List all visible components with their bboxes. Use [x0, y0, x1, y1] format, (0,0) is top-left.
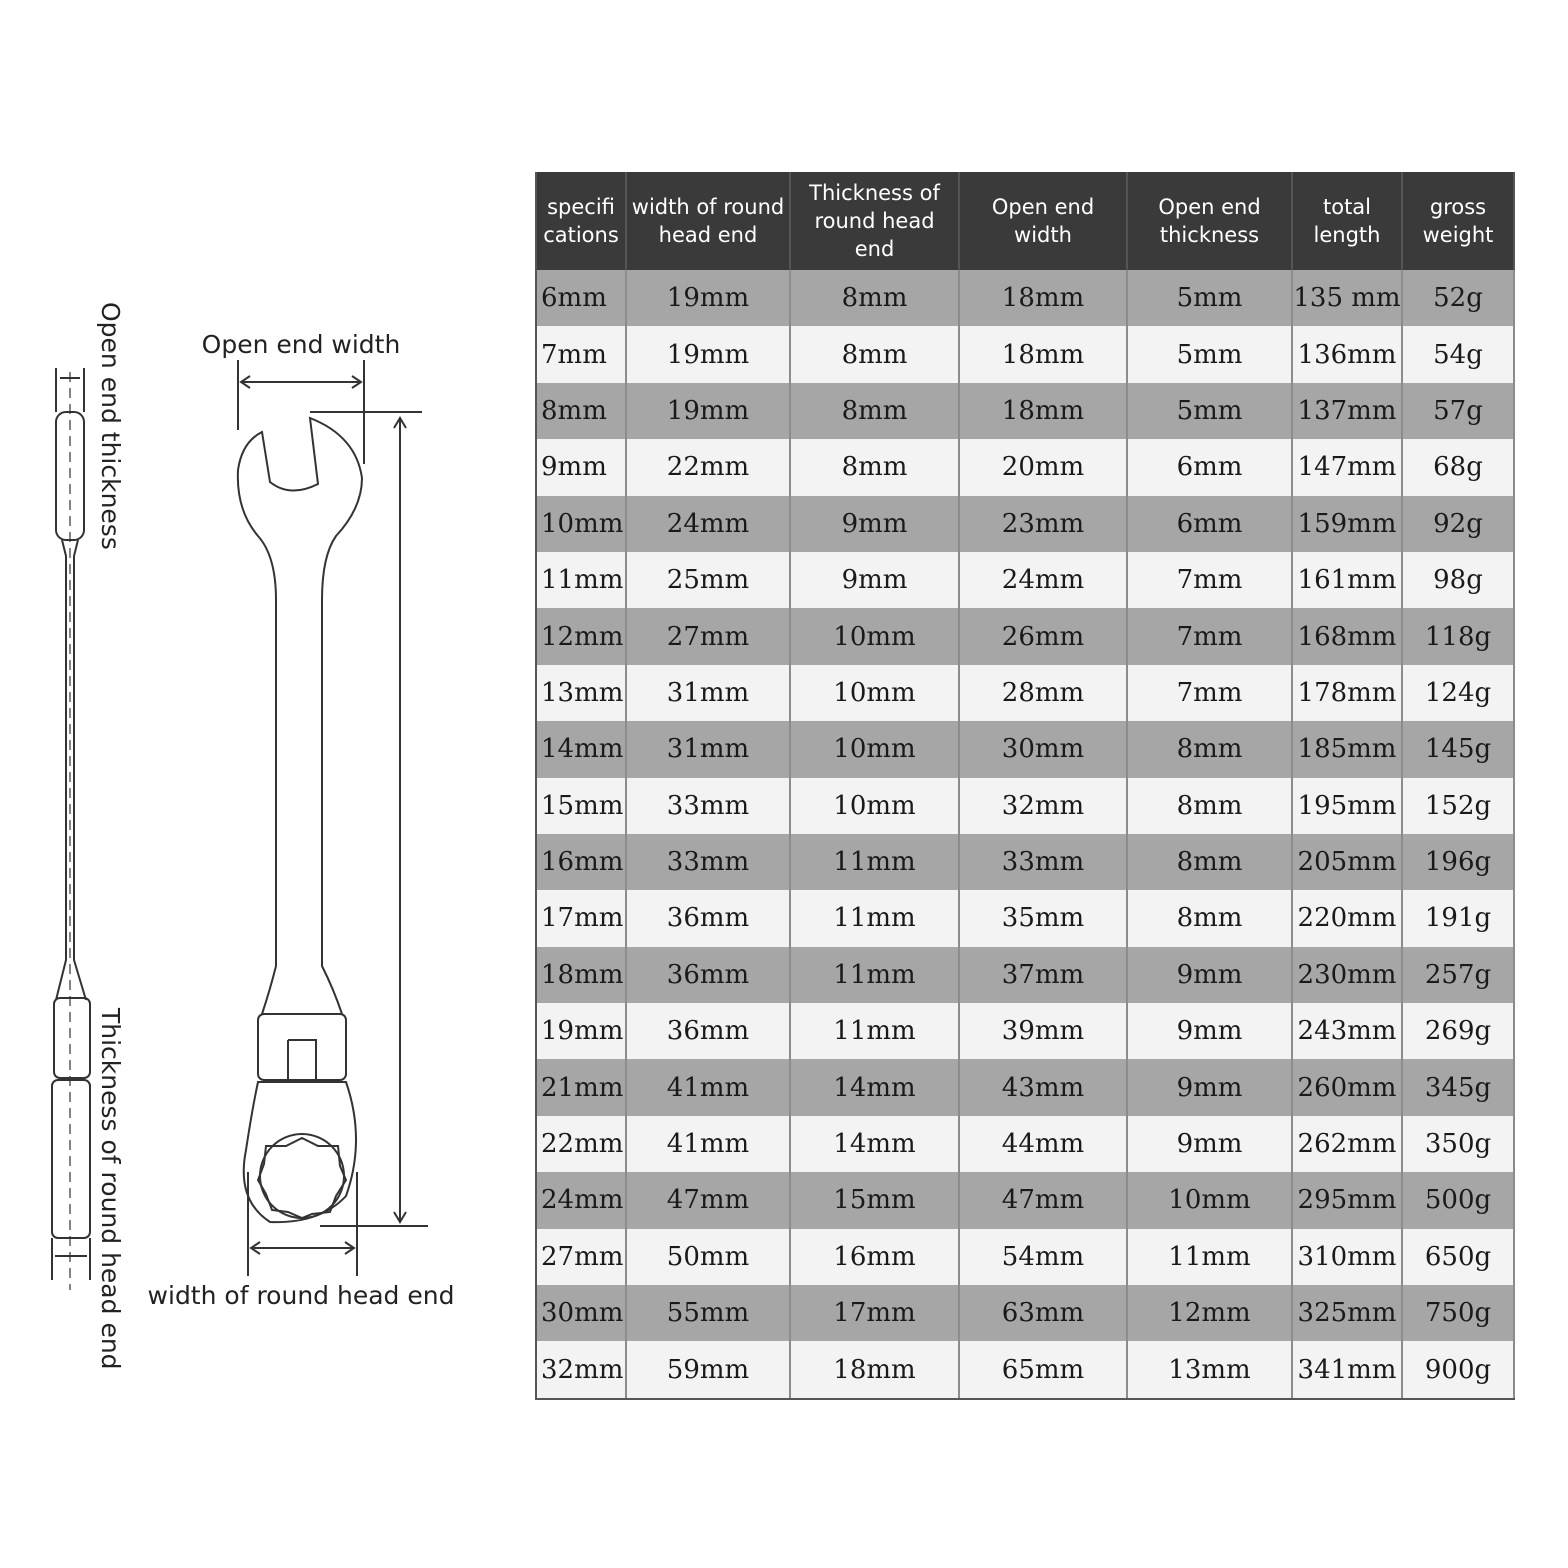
table-cell: 5mm: [1127, 270, 1292, 326]
table-cell: 191g: [1402, 890, 1514, 946]
table-cell: 195mm: [1292, 778, 1402, 834]
table-cell: 10mm: [790, 608, 959, 664]
column-header-line: total: [1322, 195, 1372, 219]
table-cell: 54mm: [959, 1229, 1127, 1285]
table-cell: 15mm: [790, 1172, 959, 1228]
table-cell: 5mm: [1127, 326, 1292, 382]
table-cell: 32mm: [536, 1341, 626, 1398]
spec-table-header: [536, 172, 1514, 270]
table-cell: 19mm: [626, 326, 790, 382]
table-cell: 6mm: [1127, 439, 1292, 495]
table-cell: 39mm: [959, 1003, 1127, 1059]
table-cell: 98g: [1402, 552, 1514, 608]
table-cell: 47mm: [626, 1172, 790, 1228]
table-cell: 9mm: [790, 496, 959, 552]
column-header-line: gross: [1429, 195, 1487, 219]
table-cell: 11mm: [790, 947, 959, 1003]
table-cell: 9mm: [536, 439, 626, 495]
table-cell: 11mm: [790, 1003, 959, 1059]
table-cell: 37mm: [959, 947, 1127, 1003]
table-cell: 8mm: [1127, 721, 1292, 777]
table-cell: 16mm: [790, 1229, 959, 1285]
table-cell: 137mm: [1292, 383, 1402, 439]
table-cell: 16mm: [536, 834, 626, 890]
table-row: [536, 834, 1514, 890]
table-row: [536, 1229, 1514, 1285]
table-cell: 205mm: [1292, 834, 1402, 890]
column-header: [626, 172, 790, 270]
table-cell: 145g: [1402, 721, 1514, 777]
table-cell: 27mm: [626, 608, 790, 664]
table-cell: 230mm: [1292, 947, 1402, 1003]
table-cell: 26mm: [959, 608, 1127, 664]
table-cell: 36mm: [626, 1003, 790, 1059]
label-open-end-thickness: Open end thickness: [96, 302, 125, 550]
table-cell: 59mm: [626, 1341, 790, 1398]
column-header: [1127, 172, 1292, 270]
table-cell: 8mm: [1127, 834, 1292, 890]
column-header: [1292, 172, 1402, 270]
table-cell: 7mm: [1127, 665, 1292, 721]
table-cell: 10mm: [536, 496, 626, 552]
table-cell: 23mm: [959, 496, 1127, 552]
table-cell: 20mm: [959, 439, 1127, 495]
table-cell: 11mm: [536, 552, 626, 608]
table-cell: 18mm: [959, 383, 1127, 439]
table-row: [536, 1059, 1514, 1115]
column-header-line: length: [1313, 223, 1381, 247]
table-cell: 10mm: [790, 665, 959, 721]
table-cell: 7mm: [1127, 608, 1292, 664]
table-cell: 8mm: [1127, 890, 1292, 946]
label-open-end-width: Open end width: [201, 330, 401, 359]
table-cell: 750g: [1402, 1285, 1514, 1341]
column-header-line: thickness: [1159, 223, 1260, 247]
table-cell: 15mm: [536, 778, 626, 834]
table-cell: 36mm: [626, 947, 790, 1003]
table-cell: 32mm: [959, 778, 1127, 834]
table-cell: 8mm: [790, 326, 959, 382]
column-header-line: width of round: [631, 195, 785, 219]
table-row: [536, 439, 1514, 495]
table-cell: 152g: [1402, 778, 1514, 834]
table-cell: 135 mm: [1292, 270, 1402, 326]
table-cell: 65mm: [959, 1341, 1127, 1398]
table-cell: 19mm: [626, 383, 790, 439]
column-header-line: Open end: [1158, 195, 1261, 219]
table-cell: 35mm: [959, 890, 1127, 946]
table-cell: 57g: [1402, 383, 1514, 439]
table-cell: 8mm: [790, 383, 959, 439]
column-header-line: cations: [543, 223, 619, 247]
table-row: [536, 778, 1514, 834]
table-cell: 11mm: [790, 890, 959, 946]
table-cell: 17mm: [790, 1285, 959, 1341]
table-cell: 33mm: [959, 834, 1127, 890]
table-row: [536, 947, 1514, 1003]
table-cell: 11mm: [790, 834, 959, 890]
table-cell: 500g: [1402, 1172, 1514, 1228]
table-cell: 185mm: [1292, 721, 1402, 777]
table-row: [536, 1341, 1514, 1398]
table-cell: 18mm: [536, 947, 626, 1003]
spec-table: [535, 172, 1515, 1400]
table-row: [536, 1172, 1514, 1228]
table-cell: 9mm: [1127, 1003, 1292, 1059]
table-cell: 25mm: [626, 552, 790, 608]
column-header: [959, 172, 1127, 270]
table-cell: 196g: [1402, 834, 1514, 890]
table-row: [536, 665, 1514, 721]
table-cell: 19mm: [626, 270, 790, 326]
table-cell: 124g: [1402, 665, 1514, 721]
table-cell: 6mm: [1127, 496, 1292, 552]
column-header: [790, 172, 959, 270]
table-cell: 14mm: [536, 721, 626, 777]
table-row: [536, 1003, 1514, 1059]
table-row: [536, 383, 1514, 439]
column-header-line: head end: [658, 223, 758, 247]
table-cell: 325mm: [1292, 1285, 1402, 1341]
table-cell: 18mm: [959, 326, 1127, 382]
table-cell: 7mm: [536, 326, 626, 382]
table-cell: 19mm: [536, 1003, 626, 1059]
table-cell: 12mm: [536, 608, 626, 664]
table-cell: 17mm: [536, 890, 626, 946]
label-width-round-head: width of round head end: [147, 1281, 455, 1310]
table-cell: 350g: [1402, 1116, 1514, 1172]
table-cell: 136mm: [1292, 326, 1402, 382]
table-row: [536, 721, 1514, 777]
table-cell: 295mm: [1292, 1172, 1402, 1228]
table-cell: 41mm: [626, 1116, 790, 1172]
table-cell: 9mm: [1127, 947, 1292, 1003]
table-cell: 243mm: [1292, 1003, 1402, 1059]
table-cell: 345g: [1402, 1059, 1514, 1115]
table-cell: 41mm: [626, 1059, 790, 1115]
table-cell: 22mm: [536, 1116, 626, 1172]
table-cell: 30mm: [959, 721, 1127, 777]
table-cell: 14mm: [790, 1116, 959, 1172]
table-cell: 18mm: [959, 270, 1127, 326]
table-cell: 257g: [1402, 947, 1514, 1003]
wrench-side-view: [52, 368, 90, 1290]
table-cell: 9mm: [790, 552, 959, 608]
table-cell: 18mm: [790, 1341, 959, 1398]
table-row: [536, 270, 1514, 326]
table-cell: 147mm: [1292, 439, 1402, 495]
table-cell: 10mm: [1127, 1172, 1292, 1228]
table-cell: 22mm: [626, 439, 790, 495]
column-header-line: Open end width: [991, 195, 1095, 247]
table-cell: 9mm: [1127, 1116, 1292, 1172]
table-cell: 11mm: [1127, 1229, 1292, 1285]
table-cell: 900g: [1402, 1341, 1514, 1398]
table-row: [536, 1285, 1514, 1341]
table-cell: 92g: [1402, 496, 1514, 552]
wrench-front-view: [238, 360, 428, 1276]
table-cell: 220mm: [1292, 890, 1402, 946]
table-cell: 8mm: [1127, 778, 1292, 834]
table-cell: 30mm: [536, 1285, 626, 1341]
column-header-line: Thickness of: [809, 181, 940, 205]
table-cell: 8mm: [790, 270, 959, 326]
table-cell: 31mm: [626, 665, 790, 721]
table-cell: 178mm: [1292, 665, 1402, 721]
column-header-line: specifi: [547, 195, 615, 219]
column-header: [1402, 172, 1514, 270]
table-cell: 44mm: [959, 1116, 1127, 1172]
table-cell: 63mm: [959, 1285, 1127, 1341]
table-row: [536, 326, 1514, 382]
table-cell: 10mm: [790, 778, 959, 834]
table-cell: 161mm: [1292, 552, 1402, 608]
table-row: [536, 496, 1514, 552]
table-cell: 7mm: [1127, 552, 1292, 608]
table-cell: 168mm: [1292, 608, 1402, 664]
table-cell: 24mm: [626, 496, 790, 552]
table-cell: 54g: [1402, 326, 1514, 382]
table-cell: 28mm: [959, 665, 1127, 721]
table-cell: 118g: [1402, 608, 1514, 664]
table-cell: 6mm: [536, 270, 626, 326]
table-cell: 5mm: [1127, 383, 1292, 439]
table-cell: 27mm: [536, 1229, 626, 1285]
table-cell: 8mm: [536, 383, 626, 439]
table-cell: 68g: [1402, 439, 1514, 495]
column-header: [536, 172, 626, 270]
table-cell: 36mm: [626, 890, 790, 946]
table-cell: 14mm: [790, 1059, 959, 1115]
table-cell: 9mm: [1127, 1059, 1292, 1115]
table-cell: 31mm: [626, 721, 790, 777]
spec-table-body: [536, 270, 1514, 1399]
table-cell: 24mm: [536, 1172, 626, 1228]
column-header-line: round head end: [814, 209, 935, 261]
table-cell: 52g: [1402, 270, 1514, 326]
table-cell: 159mm: [1292, 496, 1402, 552]
table-cell: 260mm: [1292, 1059, 1402, 1115]
table-cell: 310mm: [1292, 1229, 1402, 1285]
table-cell: 13mm: [1127, 1341, 1292, 1398]
table-cell: 13mm: [536, 665, 626, 721]
table-cell: 262mm: [1292, 1116, 1402, 1172]
table-cell: 8mm: [790, 439, 959, 495]
column-header-line: weight: [1422, 223, 1494, 247]
table-cell: 50mm: [626, 1229, 790, 1285]
table-cell: 269g: [1402, 1003, 1514, 1059]
table-cell: 10mm: [790, 721, 959, 777]
table-cell: 33mm: [626, 778, 790, 834]
table-row: [536, 890, 1514, 946]
table-cell: 341mm: [1292, 1341, 1402, 1398]
table-cell: 55mm: [626, 1285, 790, 1341]
table-row: [536, 608, 1514, 664]
table-cell: 12mm: [1127, 1285, 1292, 1341]
table-cell: 43mm: [959, 1059, 1127, 1115]
table-cell: 47mm: [959, 1172, 1127, 1228]
table-cell: 650g: [1402, 1229, 1514, 1285]
table-cell: 24mm: [959, 552, 1127, 608]
label-thickness-round-head: Thickness of round head end: [96, 1008, 125, 1370]
table-row: [536, 552, 1514, 608]
table-cell: 33mm: [626, 834, 790, 890]
table-cell: 21mm: [536, 1059, 626, 1115]
table-row: [536, 1116, 1514, 1172]
